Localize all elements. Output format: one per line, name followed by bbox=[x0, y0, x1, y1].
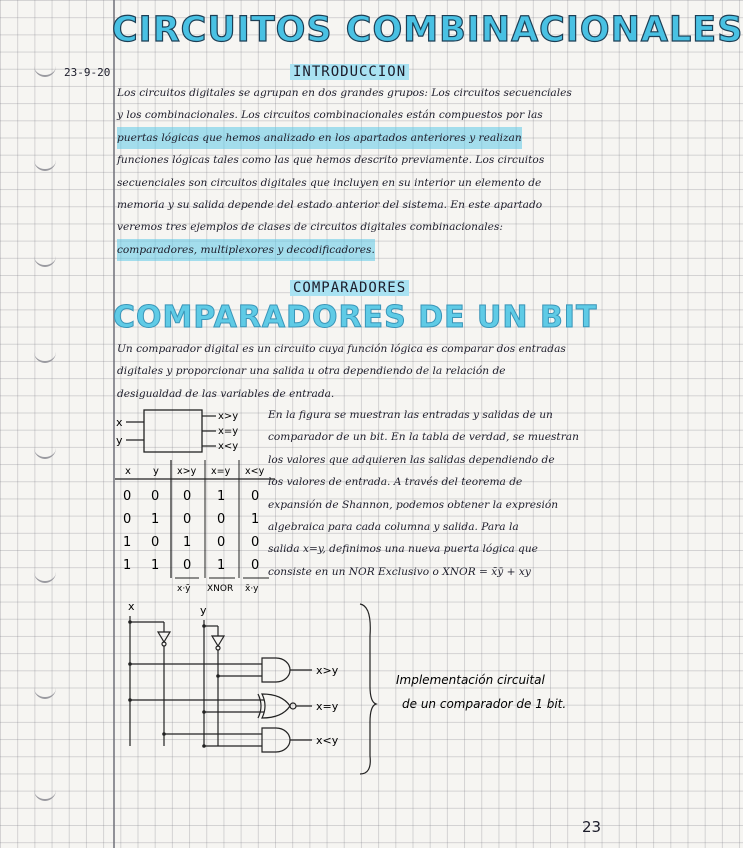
side-line: los valores que adquieren las salidas dependiendo de bbox=[268, 453, 555, 466]
date: 23-9-20 bbox=[64, 66, 111, 79]
circuit-output-gt: x>y bbox=[316, 664, 339, 677]
table-footer-eq: XNOR bbox=[207, 584, 234, 594]
section-heading-comparadores: COMPARADORES bbox=[290, 280, 409, 296]
table-footer-gt: x·ȳ bbox=[177, 584, 191, 594]
page-number: 23 bbox=[582, 818, 602, 836]
block-input-x: x bbox=[116, 416, 123, 429]
side-explanation bbox=[268, 404, 579, 583]
table-cell: 1 bbox=[251, 512, 260, 527]
circuit-input-x: x bbox=[128, 600, 135, 613]
table-header-y: y bbox=[153, 466, 159, 477]
table-header-gt: x>y bbox=[177, 466, 197, 477]
comparator-block bbox=[144, 410, 202, 452]
table-cell: 1 bbox=[151, 558, 160, 573]
table-cell: 0 bbox=[183, 512, 192, 527]
table-cell: 1 bbox=[151, 512, 160, 527]
comparator-circuit bbox=[112, 596, 590, 776]
table-cell: 0 bbox=[217, 535, 226, 550]
circuit-output-lt: x<y bbox=[316, 734, 339, 747]
circuit-output-eq: x=y bbox=[316, 700, 339, 713]
block-output-lt: x<y bbox=[218, 441, 239, 452]
comparator-intro-line: digitales y proporcionar una salida u otra dependiendo de la relación de bbox=[117, 365, 506, 378]
table-cell: 0 bbox=[251, 489, 260, 504]
intro-line: veremos tres ejemplos de clases de circuitos digitales combinacionales: bbox=[117, 221, 503, 234]
table-cell: 0 bbox=[151, 535, 160, 550]
table-cell: 0 bbox=[217, 512, 226, 527]
table-cell: 0 bbox=[123, 512, 132, 527]
intro-line: comparadores, multiplexores y decodificadores. bbox=[117, 239, 375, 261]
side-line: consiste en un NOR Exclusivo o XNOR = x̄ȳ + xy bbox=[268, 565, 531, 578]
truth-table bbox=[115, 460, 285, 594]
table-cell: 0 bbox=[183, 489, 192, 504]
intro-line: puertas lógicas que hemos analizado en los apartados anteriores y realizan bbox=[117, 127, 522, 149]
circuit-caption-line-1: Implementación circuital bbox=[396, 673, 545, 687]
block-input-y: y bbox=[116, 434, 123, 447]
circuit-caption-line-2: de un comparador de 1 bit. bbox=[402, 697, 567, 711]
section-heading-intro: INTRODUCCION bbox=[290, 64, 409, 80]
section-subtitle: COMPARADORES DE UN BIT bbox=[113, 300, 598, 335]
table-cell: 1 bbox=[217, 558, 226, 573]
bracket bbox=[360, 604, 376, 774]
intro-line: y los combinacionales. Los circuitos combinacionales están compuestos por las bbox=[117, 109, 543, 122]
table-cell: 0 bbox=[251, 535, 260, 550]
and-gate-less bbox=[262, 728, 290, 752]
intro-line: Los circuitos digitales se agrupan en dos grandes grupos: Los circuitos secuenciales bbox=[117, 87, 572, 99]
table-cell: 1 bbox=[183, 535, 192, 550]
comparator-intro-line: desigualdad de las variables de entrada. bbox=[117, 387, 335, 400]
table-cell: 0 bbox=[183, 558, 192, 573]
side-line: En la figura se muestran las entradas y salidas de un bbox=[268, 409, 553, 421]
table-cell: 1 bbox=[123, 558, 132, 573]
table-cell: 1 bbox=[123, 535, 132, 550]
circuit-input-y: y bbox=[200, 604, 207, 617]
page-title: CIRCUITOS COMBINACIONALES bbox=[112, 10, 743, 50]
side-line: salida x=y, definimos una nueva puerta lógica que bbox=[268, 543, 538, 556]
table-cell: 1 bbox=[217, 489, 226, 504]
xnor-gate-equal bbox=[262, 694, 290, 718]
side-line: los valores de entrada. A través del teorema de bbox=[268, 476, 523, 489]
comparator-intro-line: Un comparador digital es un circuito cuya función lógica es comparar dos entradas bbox=[117, 343, 566, 355]
table-header-lt: x<y bbox=[245, 466, 265, 477]
table-cell: 0 bbox=[251, 558, 260, 573]
not-gate-y bbox=[212, 636, 224, 646]
comparator-block-diagram bbox=[112, 402, 272, 462]
table-cell: 0 bbox=[123, 489, 132, 504]
intro-line: secuenciales son circuitos digitales que incluyen en su interior un elemento de bbox=[117, 176, 542, 189]
block-output-gt: x>y bbox=[218, 411, 239, 422]
table-footer-lt: x̄·y bbox=[245, 584, 259, 594]
intro-line: memoria y su salida depende del estado anterior del sistema. En este apartado bbox=[117, 199, 543, 212]
side-line: algebraica para cada columna y salida. Para la bbox=[268, 521, 519, 534]
intro-paragraph bbox=[117, 82, 572, 261]
side-line: comparador de un bit. En la tabla de verdad, se muestran bbox=[268, 431, 579, 444]
side-line: expansión de Shannon, podemos obtener la expresión bbox=[268, 498, 559, 511]
comparator-intro-paragraph bbox=[117, 338, 566, 405]
table-header-eq: x=y bbox=[211, 466, 231, 477]
intro-line: funciones lógicas tales como las que hemos descrito previamente. Los circuitos bbox=[117, 154, 545, 167]
not-gate-x bbox=[158, 632, 170, 642]
and-gate-greater bbox=[262, 658, 290, 682]
block-output-eq: x=y bbox=[218, 426, 239, 437]
table-cell: 0 bbox=[151, 489, 160, 504]
table-header-x: x bbox=[125, 466, 131, 477]
